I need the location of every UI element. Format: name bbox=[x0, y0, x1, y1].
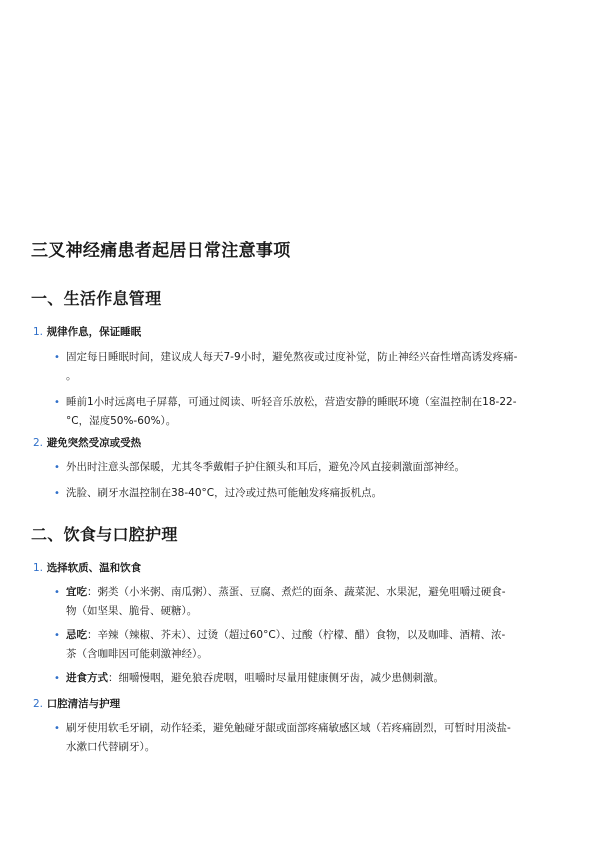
item-number: 2. bbox=[33, 437, 44, 449]
item-heading-temperature bbox=[33, 436, 573, 450]
list-item-foods-to-avoid bbox=[66, 626, 578, 664]
item-heading-text: 口腔清洁与护理 bbox=[46, 698, 121, 710]
text-line: 睡前1小时远离电子屏幕，可通过阅读、听轻音乐放松，营造安静的睡眠环境（室温控制在18-22- bbox=[66, 396, 517, 408]
bold-label: 忌吃 bbox=[66, 629, 87, 641]
list-item-water-temperature bbox=[66, 484, 578, 503]
text-line bbox=[66, 626, 578, 645]
item-heading-text: 避免突然受凉或受热 bbox=[46, 437, 142, 449]
bullet-dot-icon: • bbox=[54, 630, 60, 641]
text-line bbox=[66, 669, 578, 688]
bullet-dot-icon: • bbox=[54, 462, 60, 473]
list-item-screen-off bbox=[66, 393, 578, 431]
item-heading-text: 规律作息，保证睡眠 bbox=[46, 326, 142, 338]
list-item-sleep-schedule bbox=[66, 348, 578, 386]
list-item-head-warmth bbox=[66, 458, 578, 477]
text-run: ：辛辣（辣椒、芥末）、过烫（超过60°C）、过酸（柠檬、醋）食物，以及咖啡、酒精、浓- bbox=[87, 629, 506, 641]
bullet-dot-icon: • bbox=[54, 352, 60, 363]
item-heading-sleep bbox=[33, 325, 573, 339]
text-run: ：粥类（小米粥、南瓜粥）、蒸蛋、豆腐、煮烂的面条、蔬菜泥、水果泥，避免咀嚼过硬食- bbox=[87, 586, 506, 598]
item-heading-text: 选择软质、温和饮食 bbox=[46, 562, 142, 574]
text-line: 固定每日睡眠时间，建议成人每天7-9小时，避免熬夜或过度补觉，防止神经兴奋性增高诱发疼痛- bbox=[66, 351, 518, 363]
item-heading-oral-care bbox=[33, 697, 573, 711]
text-line bbox=[66, 583, 578, 602]
item-number: 1. bbox=[33, 326, 44, 338]
bullet-dot-icon: • bbox=[54, 673, 60, 684]
text-line: 茶（含咖啡因可能刺激神经）。 bbox=[66, 648, 208, 660]
item-heading-soft-diet bbox=[33, 561, 573, 575]
text-line: °C，湿度50%-60%）。 bbox=[66, 415, 177, 427]
text-line: 洗脸、刷牙水温控制在38-40°C，过冷或过热可能触发疼痛扳机点。 bbox=[66, 487, 383, 499]
bullet-dot-icon: • bbox=[54, 723, 60, 734]
text-line: 水漱口代替刷牙）。 bbox=[66, 741, 156, 753]
list-item-recommended-foods bbox=[66, 583, 578, 621]
text-line: 外出时注意头部保暖，尤其冬季戴帽子护住额头和耳后，避免冷风直接刺激面部神经。 bbox=[66, 461, 465, 473]
document-title: 三叉神经痛患者起居日常注意事项 bbox=[31, 241, 291, 261]
item-number: 2. bbox=[33, 698, 44, 710]
bold-label: 进食方式 bbox=[66, 672, 108, 684]
bold-label: 宜吃 bbox=[66, 586, 87, 598]
text-run: ：细嚼慢咽，避免狼吞虎咽，咀嚼时尽量用健康侧牙齿，减少患侧刺激。 bbox=[108, 672, 444, 684]
item-number: 1. bbox=[33, 562, 44, 574]
list-item-eating-method bbox=[66, 669, 578, 688]
section-heading-lifestyle: 一、生活作息管理 bbox=[31, 289, 162, 308]
bullet-dot-icon: • bbox=[54, 488, 60, 499]
text-line: 。 bbox=[66, 370, 77, 382]
bullet-dot-icon: • bbox=[54, 397, 60, 408]
text-line: 物（如坚果、脆骨、硬糖）。 bbox=[66, 605, 198, 617]
text-line: 刷牙使用软毛牙刷，动作轻柔，避免触碰牙龈或面部疼痛敏感区域（若疼痛剧烈，可暂时用淡盐- bbox=[66, 722, 511, 734]
list-item-toothbrush bbox=[66, 719, 578, 757]
section-heading-diet-oral-care: 二、饮食与口腔护理 bbox=[31, 525, 178, 544]
bullet-dot-icon: • bbox=[54, 587, 60, 598]
